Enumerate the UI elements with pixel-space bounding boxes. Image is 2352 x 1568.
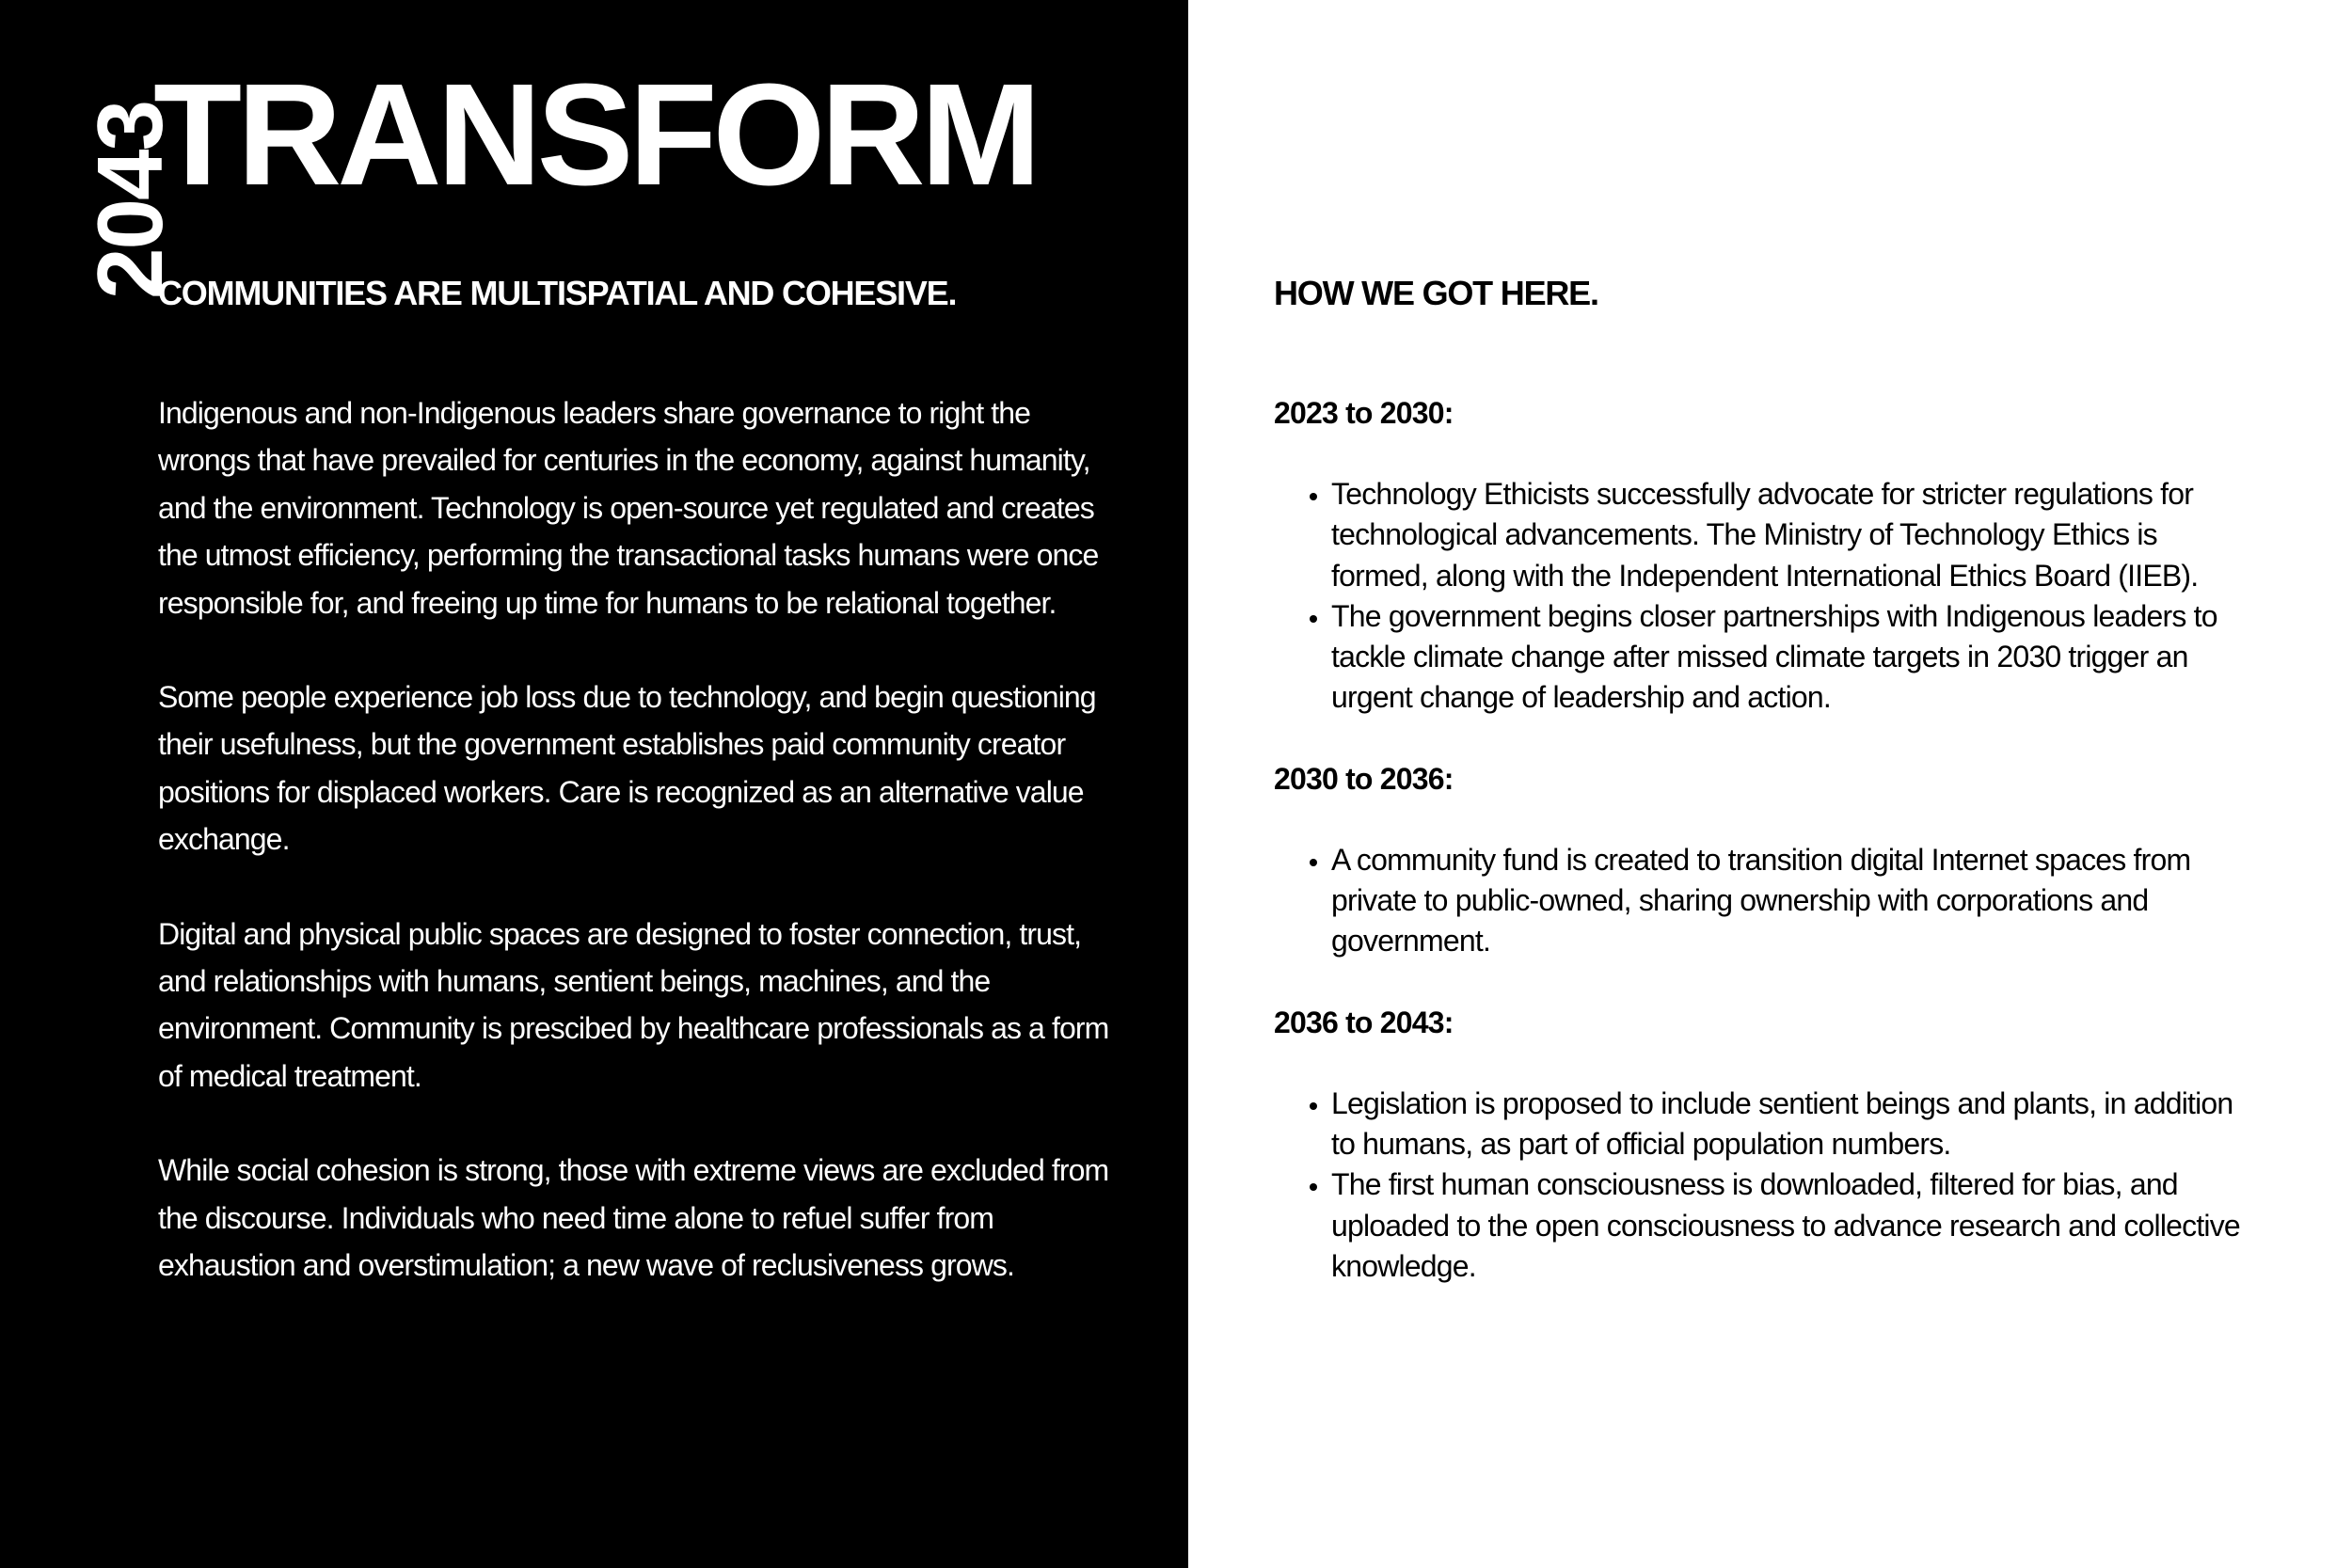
period-list bbox=[1274, 1084, 2243, 1287]
body-text bbox=[158, 389, 1118, 1337]
list-item: • Technology Ethicists successfully advocate for stricter regulations for technological advancements. The Ministry of Technology Ethics is formed, along with the Independent International Ethics Board (IIEB). bbox=[1331, 474, 2243, 596]
timeline-period bbox=[1274, 1003, 2243, 1287]
period-label: 2030 to 2036: bbox=[1274, 761, 1454, 796]
body-paragraph: Digital and physical public spaces are designed to foster connection, trust, and relationships with humans, sentient beings, machines, and the environment. Community is prescibed by healthcare professionals as a form of medical treatment. bbox=[158, 916, 1109, 1093]
body-paragraph: Some people experience job loss due to technology, and begin questioning their usefulness, but the government establishes paid community creator positions for displaced workers. Care is recognized as an alternative value exchange. bbox=[158, 680, 1096, 857]
period-label: 2023 to 2030: bbox=[1274, 396, 1454, 430]
period-label: 2036 to 2043: bbox=[1274, 1005, 1454, 1039]
timeline-period bbox=[1274, 393, 2243, 719]
body-paragraph: Indigenous and non-Indigenous leaders share governance to right the wrongs that have prevailed for centuries in the economy, against humanity, and the environment. Technology is open-source yet regulated and creates the utmost efficiency, performing the transactional tasks humans were once responsible for, and freeing up time for humans to be relational together. bbox=[158, 396, 1099, 620]
list-item: • The government begins closer partnerships with Indigenous leaders to tackle climate change after missed climate targets in 2030 trigger an urgent change of leadership and action. bbox=[1331, 596, 2243, 719]
history-heading: HOW WE GOT HERE. bbox=[1274, 274, 1598, 312]
body-paragraph: While social cohesion is strong, those with extreme views are excluded from the discourse. Individuals who need time alone to refuel suffer from exhaustion and overstimulation; a new wave of reclusiveness grows. bbox=[158, 1153, 1109, 1283]
timeline bbox=[1274, 393, 2243, 1327]
list-item: • The first human consciousness is downloaded, filtered for bias, and uploaded to the open consciousness to advance research and collective knowledge. bbox=[1331, 1164, 2243, 1287]
year-label: 2043 bbox=[78, 101, 182, 300]
page-subtitle: COMMUNITIES ARE MULTISPATIAL AND COHESIVE. bbox=[158, 274, 957, 312]
period-list bbox=[1274, 840, 2243, 962]
page-title: TRANSFORM bbox=[153, 54, 1037, 215]
timeline-period bbox=[1274, 759, 2243, 962]
list-item: • Legislation is proposed to include sentient beings and plants, in addition to humans, as part of official population numbers. bbox=[1331, 1084, 2243, 1165]
period-list bbox=[1274, 474, 2243, 719]
list-item: • A community fund is created to transition digital Internet spaces from private to public-owned, sharing ownership with corporations and government. bbox=[1331, 840, 2243, 962]
